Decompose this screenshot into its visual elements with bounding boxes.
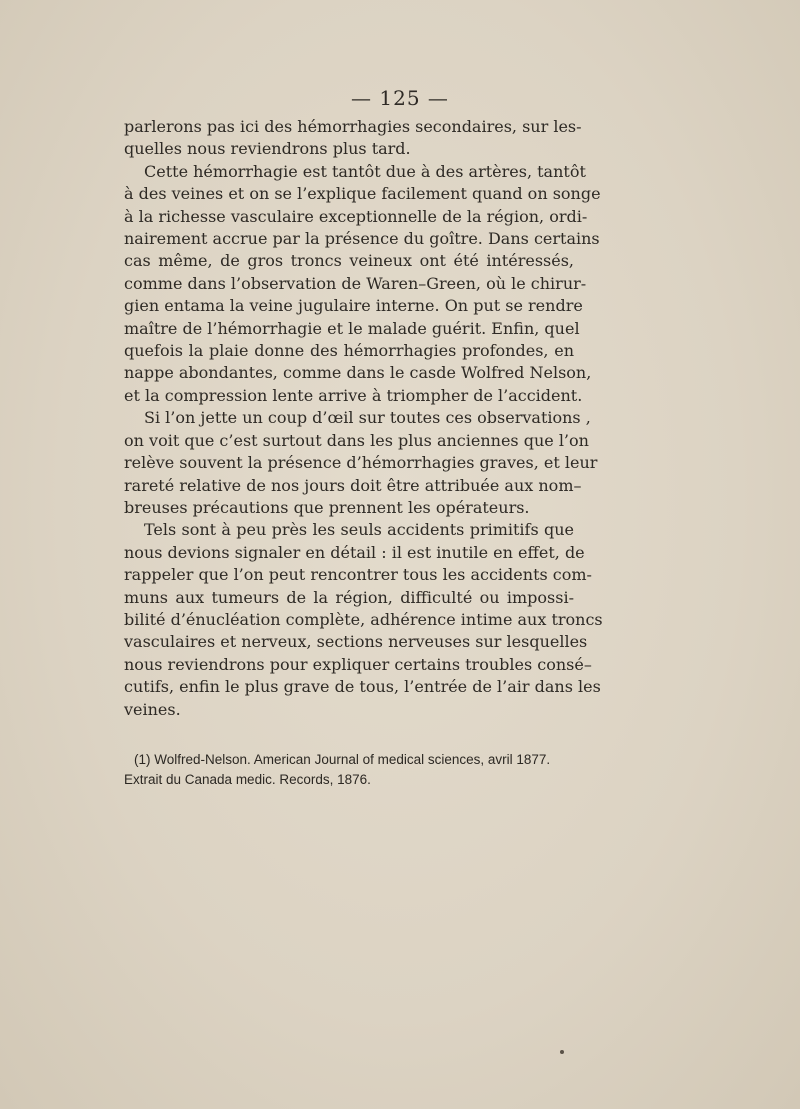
text-line: breuses précautions que prennent les opérateurs.: [124, 497, 530, 517]
paragraph: [124, 407, 598, 519]
text-line: quelles nous reviendrons plus tard.: [124, 139, 411, 159]
text-line: Si l’on jette un coup d’œil sur toutes ces observations ,: [144, 408, 591, 428]
text-line: Cette hémorrhagie est tantôt due à des artères, tantôt: [144, 161, 586, 181]
footnote-line: (1) Wolfred-Nelson. American Journal of medical sciences, avril 1877.: [134, 752, 551, 767]
text-line: maître de l’hémorrhagie et le malade guérit. Enfin, quel: [124, 318, 580, 338]
paragraph: [124, 116, 582, 161]
body-text: [124, 116, 603, 721]
text-line: bilité d’énucléation complète, adhérence intime aux troncs: [124, 609, 603, 629]
text-line: relève souvent la présence d’hémorrhagies graves, et leur: [124, 453, 598, 473]
text-line: rappeler que l’on peut rencontrer tous les accidents com-: [124, 565, 592, 585]
paragraph: [124, 161, 601, 407]
footnote-line: Extrait du Canada medic. Records, 1876.: [124, 772, 371, 787]
text-line: vasculaires et nerveux, sections nerveuses sur lesquelles: [124, 632, 588, 652]
paragraph: [124, 519, 603, 721]
text-line: nappe abondantes, comme dans le casde Wolfred Nelson,: [124, 363, 592, 383]
text-line: on voit que c’est surtout dans les plus anciennes que l’on: [124, 430, 589, 450]
text-line: muns aux tumeurs de la région, difficulté ou impossi-: [124, 587, 574, 607]
text-line: parlerons pas ici des hémorrhagies secondaires, sur les-: [124, 117, 582, 136]
text-line: comme dans l’observation de Waren–Green, où le chirur-: [124, 273, 587, 293]
text-line: nairement accrue par la présence du goître. Dans certains: [124, 229, 600, 249]
text-line: cas même, de gros troncs veineux ont été intéressés,: [124, 251, 574, 271]
footnote: [124, 750, 576, 790]
ink-speck: [560, 1050, 564, 1054]
text-line: gien entama la veine jugulaire interne. On put se rendre: [124, 296, 583, 316]
text-line: quefois la plaie donne des hémorrhagies profondes, en: [124, 341, 574, 361]
text-line: et la compression lente arrive à triompher de l’accident.: [124, 385, 583, 405]
text-line: nous devions signaler en détail : il est inutile en effet, de: [124, 542, 585, 562]
text-line: rareté relative de nos jours doit être attribuée aux nom–: [124, 475, 582, 495]
text-line: à des veines et on se l’explique facilement quand on songe: [124, 184, 601, 204]
page-number: — 125 —: [351, 86, 449, 110]
text-line: Tels sont à peu près les seuls accidents primitifs que: [144, 520, 574, 540]
text-line: nous reviendrons pour expliquer certains troubles consé–: [124, 654, 592, 674]
text-line: veines.: [124, 699, 181, 719]
text-line: à la richesse vasculaire exceptionnelle de la région, ordi-: [124, 206, 588, 226]
text-line: cutifs, enfin le plus grave de tous, l’entrée de l’air dans les: [124, 677, 601, 697]
